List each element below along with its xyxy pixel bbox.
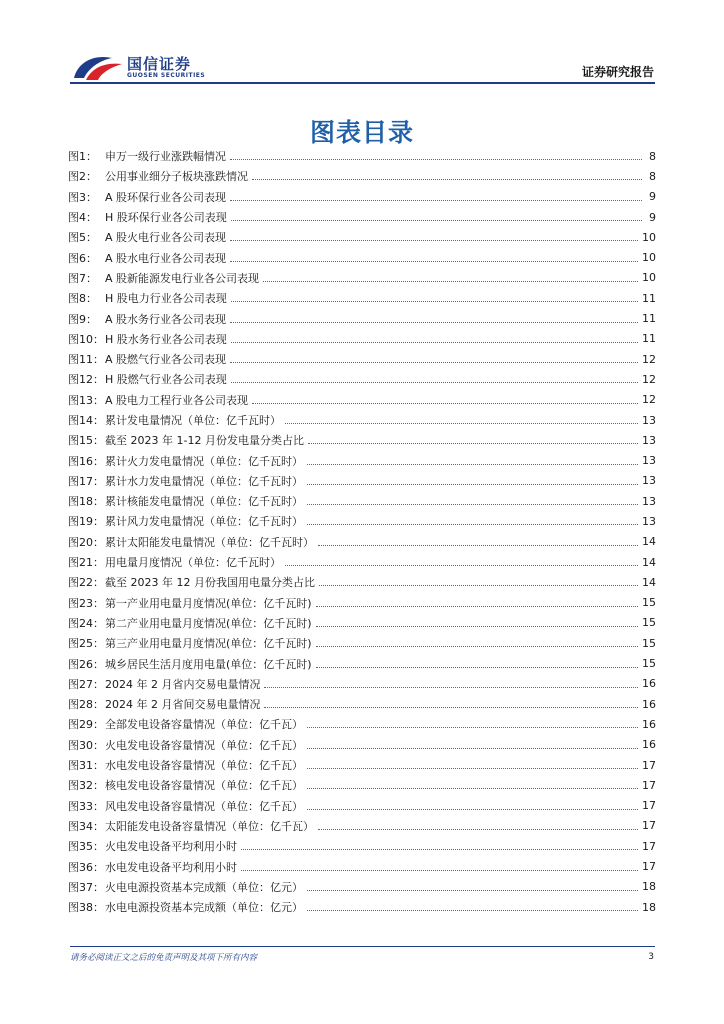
toc-page-number: 15 [642,657,656,671]
toc-entry[interactable] [68,349,656,369]
toc-dot-leader [231,219,642,221]
toc-figure-title: A 股环保行业各公司表现 [105,190,227,204]
toc-dot-leader [307,503,638,505]
toc-figure-title: 第三产业用电量月度情况(单位：亿千瓦时) [105,637,312,651]
toc-dot-leader [230,260,638,262]
toc-entry[interactable] [68,714,656,734]
toc-dot-leader [316,645,638,647]
toc-page-number: 16 [642,717,656,731]
header-divider [70,82,655,84]
toc-figure-title: 截至 2023 年 12 月份我国用电量分类占比 [105,576,315,590]
toc-dot-leader [241,869,638,871]
toc-figure-number: 图27： [68,677,104,691]
toc-page-number: 10 [642,230,656,244]
toc-figure-title: 火电电源投资基本完成额（单位：亿元） [105,880,303,894]
toc-dot-leader [264,686,638,688]
toc-figure-title: A 股火电行业各公司表现 [105,231,227,245]
toc-entry[interactable] [68,288,656,308]
toc-page-number: 11 [642,291,656,305]
toc-entry[interactable] [68,897,656,917]
footer-disclaimer: 请务必阅读正文之后的免责声明及其项下所有内容 [70,953,258,963]
toc-dot-leader [316,605,638,607]
toc-entry[interactable] [68,207,656,227]
toc-dot-leader [307,787,638,789]
toc-figure-number: 图9： [68,312,97,326]
toc-figure-number: 图35： [68,840,104,854]
toc-figure-title: 第二产业用电量月度情况(单位：亿千瓦时) [105,616,312,630]
toc-figure-number: 图17： [68,474,104,488]
toc-figure-title: 第一产业用电量月度情况(单位：亿千瓦时) [105,596,312,610]
toc-figure-title: H 股电力行业各公司表现 [105,292,227,306]
toc-entry[interactable] [68,308,656,328]
toc-entry[interactable] [68,329,656,349]
toc-figure-number: 图31： [68,759,104,773]
footer-divider [70,946,655,947]
toc-entry[interactable] [68,755,656,775]
toc-dot-leader [252,402,638,404]
toc-page-number: 11 [642,332,656,346]
toc-page-number: 14 [642,535,656,549]
toc-dot-leader [307,767,638,769]
toc-page-number: 13 [642,433,656,447]
toc-entry[interactable] [68,653,656,673]
toc-entry[interactable] [68,491,656,511]
toc-figure-title: 累计太阳能发电量情况（单位：亿千瓦时） [105,535,314,549]
toc-dot-leader [307,909,638,911]
toc-figure-number: 图13： [68,393,104,407]
toc-figure-title: A 股水务行业各公司表现 [105,312,227,326]
toc-figure-number: 图26： [68,657,104,671]
toc-figure-title: 水电发电设备容量情况（单位：亿千瓦） [105,759,303,773]
toc-figure-title: 城乡居民生活月度用电量(单位：亿千瓦时) [105,657,312,671]
toc-dot-leader [308,442,638,444]
toc-page-number: 16 [642,738,656,752]
toc-dot-leader [285,422,638,424]
toc-figure-title: 火电发电设备容量情况（单位：亿千瓦） [105,738,303,752]
toc-figure-title: 累计发电量情况（单位：亿千瓦时） [105,414,281,427]
toc-entry[interactable] [68,694,656,714]
toc-page-number: 17 [642,839,656,853]
toc-dot-leader [231,381,638,383]
toc-entry[interactable] [68,187,656,207]
toc-page-number: 12 [642,372,656,386]
toc-figure-number: 图12： [68,373,104,387]
toc-entry[interactable] [68,775,656,795]
toc-entry[interactable] [68,674,656,694]
toc-page-number: 14 [642,555,656,569]
toc-figure-number: 图11： [68,353,104,367]
page-header [0,0,724,90]
toc-dot-leader [241,848,638,850]
toc-figure-number: 图14： [68,414,104,427]
toc-page-number: 17 [642,860,656,874]
toc-entry[interactable] [68,796,656,816]
toc-dot-leader [231,341,638,343]
brand-name-english: GUOSEN SECURITIES [127,72,206,79]
toc-dot-leader [307,726,638,728]
toc-dot-leader [230,321,638,323]
toc-figure-title: 申万一级行业涨跌幅情况 [105,150,226,164]
toc-figure-title: H 股水务行业各公司表现 [105,332,227,346]
toc-page-number: 15 [642,616,656,630]
toc-dot-leader [285,564,638,566]
toc-figure-title: 水电电源投资基本完成额（单位：亿元） [105,901,303,915]
toc-figure-title: 太阳能发电设备容量情况（单位：亿千瓦） [105,819,314,833]
toc-page-number: 15 [642,636,656,650]
toc-figure-number: 图8： [68,292,97,306]
toc-page-number: 8 [649,149,656,163]
toc-figure-title: 全部发电设备容量情况（单位：亿千瓦） [105,718,303,732]
toc-dot-leader [231,300,638,302]
toc-page-number: 13 [642,494,656,508]
toc-figure-number: 图25： [68,637,104,651]
toc-page-number: 9 [649,210,656,224]
toc-figure-title: 累计火力发电量情况（单位：亿千瓦时） [105,454,303,468]
toc-dot-leader [319,584,638,586]
toc-page-number: 11 [642,312,656,326]
toc-figure-title: H 股环保行业各公司表现 [105,211,227,225]
toc-dot-leader [316,666,638,668]
toc-dot-leader [307,463,638,465]
toc-figure-number: 图7： [68,271,97,285]
report-type-label: 证券研究报告 [581,65,654,79]
toc-entry[interactable] [68,593,656,613]
toc-figure-title: 截至 2023 年 1-12 月份发电量分类占比 [105,434,304,448]
toc-entry[interactable] [68,572,656,592]
toc-figure-number: 图1： [68,150,97,164]
toc-entry[interactable] [68,146,656,166]
toc-figure-title: 2024 年 2 月省间交易电量情况 [105,698,261,712]
toc-page-number: 13 [642,454,656,468]
toc-figure-number: 图15： [68,434,104,448]
toc-figure-title: A 股水电行业各公司表现 [105,251,227,265]
toc-dot-leader [307,747,638,749]
toc-entry[interactable] [68,450,656,470]
toc-dot-leader [318,544,638,546]
toc-entry[interactable] [68,471,656,491]
toc-figure-title: 累计核能发电量情况（单位：亿千瓦时） [105,495,303,509]
toc-dot-leader [252,178,642,180]
toc-dot-leader [230,158,642,160]
toc-entry[interactable] [68,613,656,633]
toc-page-number: 17 [642,758,656,772]
toc-page-number: 12 [642,352,656,366]
toc-page-number: 15 [642,596,656,610]
toc-entry[interactable] [68,430,656,450]
toc-page-number: 9 [649,190,656,204]
page-title: 图表目录 [309,118,414,147]
toc-entry[interactable] [68,390,656,410]
toc-figure-number: 图4： [68,211,97,225]
toc-figure-title: 水电发电设备平均利用小时 [105,860,237,874]
toc-entry[interactable] [68,816,656,836]
toc-figure-number: 图19： [68,515,104,529]
toc-figure-number: 图20： [68,535,104,549]
guosen-logo-icon [72,52,124,82]
toc-dot-leader [307,889,638,891]
toc-entry[interactable] [68,227,656,247]
toc-page-number: 16 [642,677,656,691]
toc-page-number: 17 [642,799,656,813]
toc-figure-title: 用电量月度情况（单位：亿千瓦时） [105,556,281,570]
page-number: 3 [648,952,654,962]
toc-dot-leader [316,625,638,627]
toc-entry[interactable] [68,166,656,186]
toc-figure-number: 图3： [68,190,97,204]
toc-figure-number: 图38： [68,901,104,915]
toc-dot-leader [307,523,638,525]
toc-dot-leader [230,361,638,363]
toc-figure-number: 图18： [68,495,104,509]
toc-figure-number: 图30： [68,738,104,752]
toc-figure-title: 累计水力发电量情况（单位：亿千瓦时） [105,474,303,488]
toc-figure-title: A 股燃气行业各公司表现 [105,353,227,367]
toc-figure-number: 图34： [68,819,104,833]
toc-page-number: 16 [642,697,656,711]
toc-entry[interactable] [68,268,656,288]
toc-page-number: 10 [642,251,656,265]
toc-page-number: 17 [642,819,656,833]
toc-entry[interactable] [68,410,656,430]
toc-figure-number: 图24： [68,616,104,630]
toc-dot-leader [263,280,638,282]
toc-figure-number: 图37： [68,880,104,894]
toc-entry[interactable] [68,856,656,876]
toc-figure-title: 公用事业细分子板块涨跌情况 [105,170,248,184]
toc-page-number: 13 [642,474,656,488]
toc-page-number: 18 [642,880,656,894]
toc-figure-number: 图36： [68,860,104,874]
toc-entry[interactable] [68,511,656,531]
toc-entry[interactable] [68,633,656,653]
toc-page-number: 8 [649,169,656,183]
toc-figure-number: 图23： [68,596,104,610]
toc-figure-title: H 股燃气行业各公司表现 [105,373,227,387]
toc-figure-number: 图10： [68,332,104,346]
toc-dot-leader [307,808,638,810]
toc-dot-leader [318,828,638,830]
toc-page-number: 13 [642,514,656,528]
toc-figure-title: A 股电力工程行业各公司表现 [105,393,249,407]
toc-entry[interactable] [68,552,656,572]
toc-page-number: 14 [642,575,656,589]
toc-figure-number: 图29： [68,718,104,732]
toc-page-number: 13 [642,413,656,427]
toc-figure-number: 图16： [68,454,104,468]
toc-figure-number: 图5： [68,231,97,245]
toc-entry[interactable] [68,247,656,267]
toc-dot-leader [230,239,638,241]
toc-figure-number: 图21： [68,556,104,570]
toc-figure-number: 图33： [68,799,104,813]
toc-figure-title: 核电发电设备容量情况（单位：亿千瓦） [105,779,303,793]
toc-page-number: 17 [642,778,656,792]
toc-figure-title: 火电发电设备平均利用小时 [105,840,237,854]
toc-figure-title: 2024 年 2 月省内交易电量情况 [105,677,261,691]
toc-entry[interactable] [68,532,656,552]
toc-figure-number: 图6： [68,251,97,265]
toc-dot-leader [264,706,638,708]
toc-figure-number: 图28： [68,698,104,712]
toc-entry[interactable] [68,735,656,755]
toc-page-number: 10 [642,271,656,285]
toc-page-number: 12 [642,393,656,407]
toc-figure-title: A 股新能源发电行业各公司表现 [105,271,260,285]
toc-figure-number: 图22： [68,576,104,590]
toc-entry[interactable] [68,836,656,856]
toc-entry[interactable] [68,877,656,897]
figure-toc-list [68,146,656,917]
toc-entry[interactable] [68,369,656,389]
toc-dot-leader [230,199,642,201]
toc-figure-title: 累计风力发电量情况（单位：亿千瓦时） [105,515,303,529]
toc-figure-number: 图32： [68,779,104,793]
toc-dot-leader [307,483,638,485]
toc-page-number: 18 [642,900,656,914]
toc-figure-title: 风电发电设备容量情况（单位：亿千瓦） [105,799,303,813]
toc-figure-number: 图2： [68,170,97,184]
brand-name: 国信证券 [127,55,192,73]
